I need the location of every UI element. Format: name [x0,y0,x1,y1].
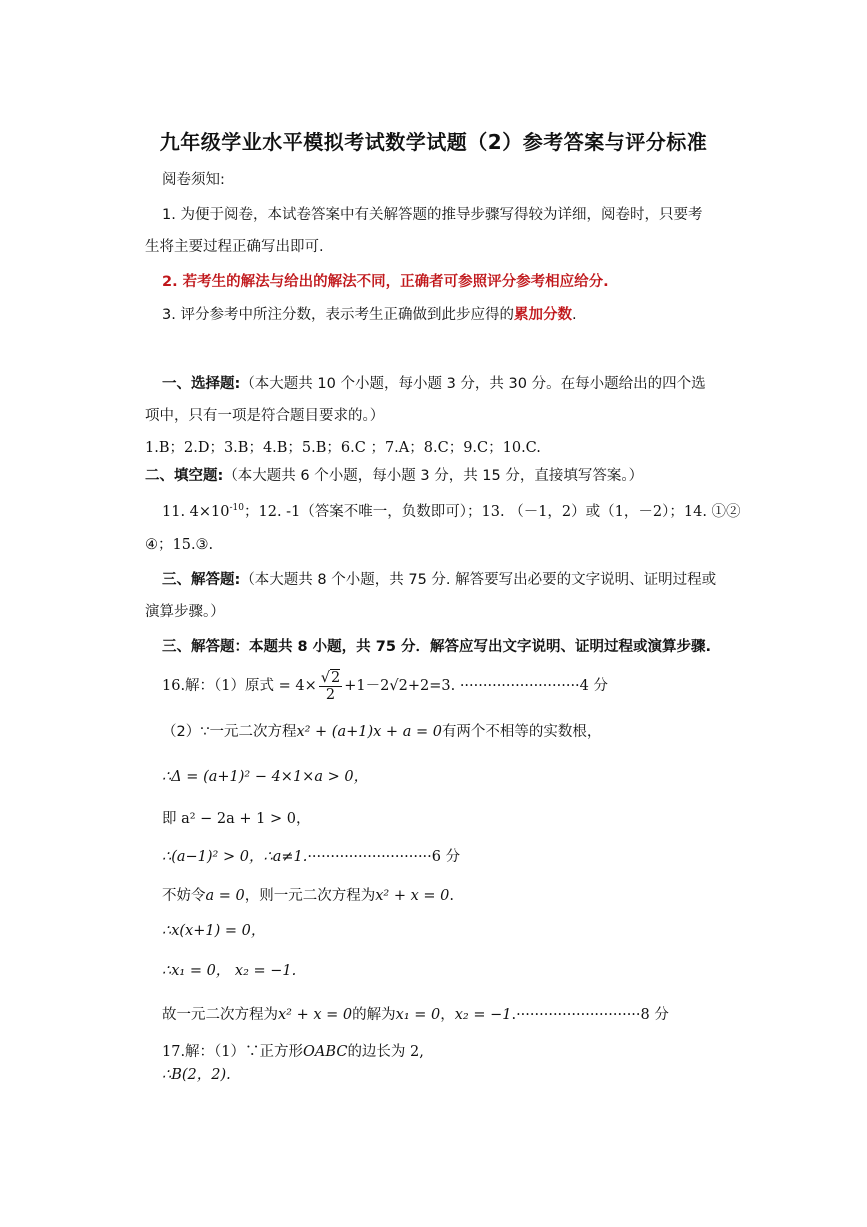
q16-expr-start: = 4× [278,678,317,694]
q16-final-x2: x₂ = −1 [454,1007,512,1023]
answers-12-14: ；12. -1（答案不唯一，负数即可）；13. （－1，2）或（1，－2）；14. ①② [244,504,741,520]
section-1-desc: （本大题共 10 个小题，每小题 3 分，共 30 分。在每小题给出的四个选 [240,376,706,392]
notice-item-3-text: 3. 评分参考中所注分数，表示考生正确做到此步应得的 [162,307,514,323]
notice-item-3-highlight: 累加分数 [513,307,572,323]
q16-conclusion [162,848,460,866]
q16-score-1: ··························4 分 [459,678,608,694]
q16-assume-end: . [449,888,454,904]
q17-pre: 17.解：（1）∵正方形 [162,1044,304,1060]
section-2-answers-line-1 [162,503,741,521]
answer-11-base: 11. 4×10 [162,504,230,520]
q16-final-x1: x₁ = 0 [395,1007,441,1023]
q16-final-eq: x² + x = 0 [278,1007,353,1023]
notice-item-2: 2. 若考生的解法与给出的解法不同，正确者可参照评分参考相应给分. [162,274,609,290]
section-3-line-1 [162,571,716,589]
section-3-repeat-heading: 三、解答题：本题共 8 小题，共 75 分．解答应写出文字说明、证明过程或演算步骤. [162,639,711,655]
q16-part-2 [162,723,601,741]
section-3-desc-line-2: 演算步骤。） [145,604,225,620]
q16-part-2-post: 有两个不相等的实数根， [441,724,602,740]
q16-assume-a: a = 0 [205,888,245,904]
q16-equation: x² + (a+1)x + a = 0 [296,724,442,740]
section-3-desc: （本大题共 8 个小题，共 75 分. 解答要写出必要的文字说明、证明过程或 [240,572,717,588]
section-2-desc: （本大题共 6 个小题，每小题 3 分，共 15 分，直接填写答案。） [223,468,644,484]
section-1-desc-line-2: 项中，只有一项是符合题目要求的。） [145,408,385,424]
q16-assume-mid: ，则一元二次方程为 [244,888,376,904]
q16-assume-eq: x² + x = 0 [375,888,450,904]
q17-line-1 [162,1043,424,1061]
section-1-answers: 1.B；2.D；3.B；4.B；5.B；6.C ；7.A；8.C；9.C；10.C. [145,440,541,456]
q17-post: 的边长为 2, [347,1044,424,1060]
q16-denominator: 2 [325,686,336,703]
section-2-answers-line-2: ④；15.③. [145,537,214,553]
q16-expand: 即 a² − 2a + 1 > 0， [162,811,311,827]
q16-assume [162,887,454,905]
q16-factor: ∴x(x+1) = 0， [162,923,266,939]
q17-square-name: OABC [303,1044,348,1060]
q16-final-mid: 的解为 [352,1007,396,1023]
q16-label: 16.解：（1）原式 [162,678,275,694]
notice-item-1-line-2: 生将主要过程正确写出即可. [145,239,324,255]
q16-final-pre: 故一元二次方程为 [162,1007,278,1023]
q16-fraction: $\frac{√2}{2}$ [320,669,341,703]
section-2-line-1 [145,467,643,485]
section-1-line-1 [162,375,706,393]
q16-score-3: ···························8 分 [516,1007,669,1023]
notice-item-3 [162,306,577,324]
section-2-heading: 二、填空题: [145,468,224,484]
q16-score-2: ···························6 分 [307,849,461,865]
q16-final: 故一元二次方程为x² + x = 0的解为x₁ = 0，x₂ = −1.···························8 分 [162,1007,669,1023]
q16-part-1 [162,668,608,704]
notice-item-1-line-1: 1. 为便于阅卷，本试卷答案中有关解答题的推导步骤写得较为详细，阅卷时，只要考 [162,207,703,223]
answer-11-exponent: -10 [229,503,244,513]
notice-heading: 阅卷须知: [162,172,225,188]
q16-conclusion-text: ∴(a−1)² > 0，∴a≠1. [162,849,308,865]
q16-expr-end: +1－2√2+2=3. [344,678,456,694]
q16-assume-pre: 不妨令 [162,888,206,904]
notice-item-3-end: . [571,307,577,323]
page-title: 九年级学业水平模拟考试数学试题（2）参考答案与评分标准 [159,130,708,154]
q16-roots: ∴x₁ = 0， x₂ = −1. [162,963,297,979]
q16-part-2-pre: （2）∵一元二次方程 [162,724,297,740]
q16-sqrt-arg: 2 [331,669,341,686]
section-3-heading: 三、解答题: [162,572,241,588]
section-1-heading: 一、选择题: [162,376,241,392]
q16-discriminant: ∴Δ = (a+1)² − 4×1×a > 0， [162,769,369,785]
q17-line-2: ∴B(2，2). [162,1067,231,1083]
